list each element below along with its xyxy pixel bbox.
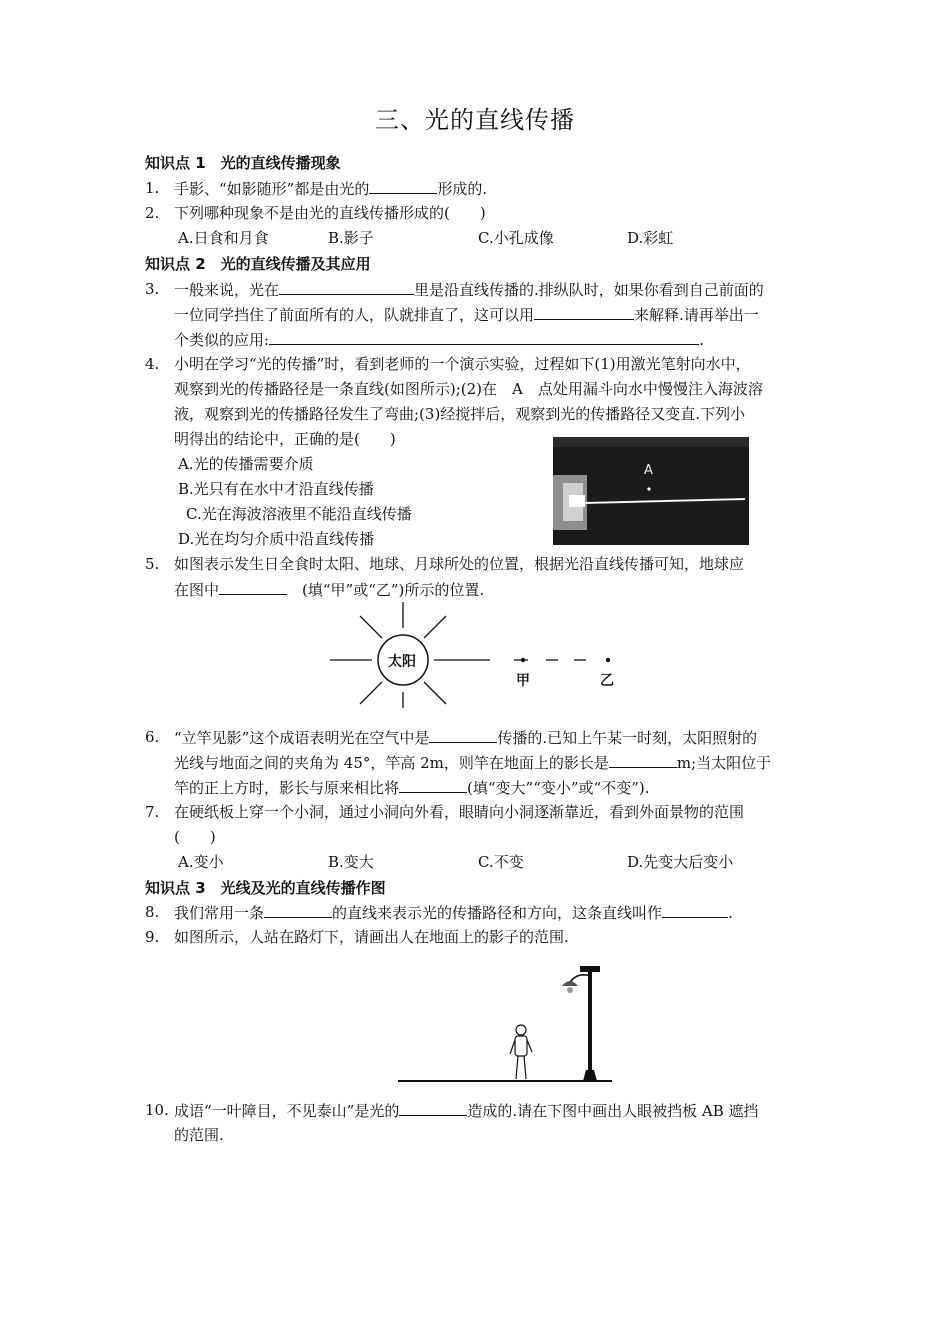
q5-line-2 [174,579,484,600]
q6-blank-2[interactable] [609,752,677,768]
q3-blank-1[interactable] [279,279,414,295]
q5-text-a: 在图中 [174,581,220,599]
q2-option-a: A.日食和月食 [178,229,269,247]
q6-text-a: “立竿见影”这个成语表明光在空气中是 [174,729,430,747]
q3-line-2 [174,304,759,325]
q6-text-b: 传播的.已知上午某一时刻，太阳照射的 [497,729,758,747]
q8-text-b: 的直线来表示光的传播路径和方向，这条直线叫作 [332,904,663,922]
q3-number: 3. [145,280,160,298]
q1-text [174,178,487,199]
q3-text-e: 个类似的应用: [174,331,270,349]
q3-line-3 [174,329,704,350]
q4-number: 4. [145,355,160,373]
q3-text-d: 来解释.请再举出一 [634,306,759,324]
q10-line-1 [174,1100,759,1121]
q3-blank-2[interactable] [534,304,634,320]
q4-option-b: B.光只有在水中才沿直线传播 [178,480,374,498]
q4-line-1: 小明在学习“光的传播”时，看到老师的一个演示实验，过程如下(1)用激光笔射向水中， [174,355,751,373]
q7-number: 7. [145,803,160,821]
q3-text-f: . [699,331,704,349]
q8-text-c: . [728,904,733,922]
q8-blank-2[interactable] [662,902,728,918]
q3-text-a: 一般来说，光在 [174,281,280,299]
eclipse-diagram [328,600,628,710]
street-lamp-figure [398,962,612,1088]
q7-line-2: ( ) [174,828,216,846]
q6-blank-3[interactable] [399,777,467,793]
q4-line-4: 明得出的结论中，正确的是( ) [174,430,396,448]
section-heading-2: 知识点 2 光的直线传播及其应用 [145,255,371,273]
position-jia-label: 甲 [516,673,530,689]
laser-experiment-photo [545,425,757,545]
q10-blank[interactable] [399,1100,467,1116]
q7-option-c: C.不变 [478,853,524,871]
q6-text-c: 光线与地面之间的夹角为 45°，竿高 2m，则竿在地面上的影长是 [174,754,609,772]
q1-text-a: 手影、“如影随形”都是由光的 [174,180,370,198]
q2-option-b: B.影子 [328,229,374,247]
q1-number: 1. [145,179,160,197]
q2-text: 下列哪种现象不是由光的直线传播形成的( ) [174,204,486,222]
q2-option-c: C.小孔成像 [478,229,554,247]
q10-text-a: 成语“一叶障目，不见泰山”是光的 [174,1102,400,1120]
q4-option-d: D.光在均匀介质中沿直线传播 [178,530,375,548]
q5-number: 5. [145,555,160,573]
q10-text-b: 造成的.请在下图中画出人眼被挡板 AB 遮挡 [467,1102,759,1120]
section-heading-3: 知识点 3 光线及光的直线传播作图 [145,879,386,897]
q7-line-1: 在硬纸板上穿一个小洞，通过小洞向外看，眼睛向小洞逐渐靠近，看到外面景物的范围 [174,803,745,821]
q7-option-d: D.先变大后变小 [627,853,734,871]
q6-line-3 [174,777,650,798]
laser-point-a-label: A [644,463,653,478]
q6-line-2 [174,752,771,773]
q5-blank[interactable] [219,579,287,595]
q3-text-b: 里是沿直线传播的.排纵队时，如果你看到自己前面的 [414,281,764,299]
q2-number: 2. [145,204,160,222]
q1-blank[interactable] [369,178,437,194]
q6-text-f: (填“变大”“变小”或“不变”). [467,779,650,797]
q5-line-1: 如图表示发生日全食时太阳、地球、月球所处的位置，根据光沿直线传播可知，地球应 [174,555,745,573]
q7-option-b: B.变大 [328,853,374,871]
q8-text [174,902,733,923]
q10-number: 10. [145,1101,169,1119]
q4-option-a: A.光的传播需要介质 [178,455,314,473]
q4-line-2: 观察到光的传播路径是一条直线(如图所示);(2)在 A 点处用漏斗向水中慢慢注入海波溶 [174,380,763,398]
q3-text-c: 一位同学挡住了前面所有的人，队就排直了，这可以用 [174,306,535,324]
q2-option-d: D.彩虹 [627,229,674,247]
q8-blank-1[interactable] [264,902,332,918]
q5-text-b: (填“甲”或“乙”)所示的位置. [302,581,485,599]
q6-blank-1[interactable] [429,727,497,743]
section-heading-1: 知识点 1 光的直线传播现象 [145,154,341,172]
q8-number: 8. [145,903,160,921]
q10-line-2: 的范围. [174,1126,224,1144]
page-title: 三、光的直线传播 [375,106,575,134]
q7-option-a: A.变小 [178,853,224,871]
q3-line-1 [174,279,764,300]
q9-number: 9. [145,928,160,946]
q6-text-d: m;当太阳位于 [676,754,772,772]
q4-line-3: 液，观察到光的传播路径发生了弯曲;(3)经搅拌后，观察到光的传播路径又变直.下列小 [174,405,746,423]
position-yi-label: 乙 [600,673,614,689]
q6-line-1 [174,727,757,748]
q6-number: 6. [145,728,160,746]
q1-text-b: 形成的. [437,180,488,198]
sun-label: 太阳 [388,654,416,670]
q4-option-c: C.光在海波溶液里不能沿直线传播 [186,505,412,523]
q8-text-a: 我们常用一条 [174,904,265,922]
q3-blank-3[interactable] [269,329,699,345]
q9-text: 如图所示，人站在路灯下，请画出人在地面上的影子的范围. [174,928,569,946]
q6-text-e: 竿的正上方时，影长与原来相比将 [174,779,400,797]
